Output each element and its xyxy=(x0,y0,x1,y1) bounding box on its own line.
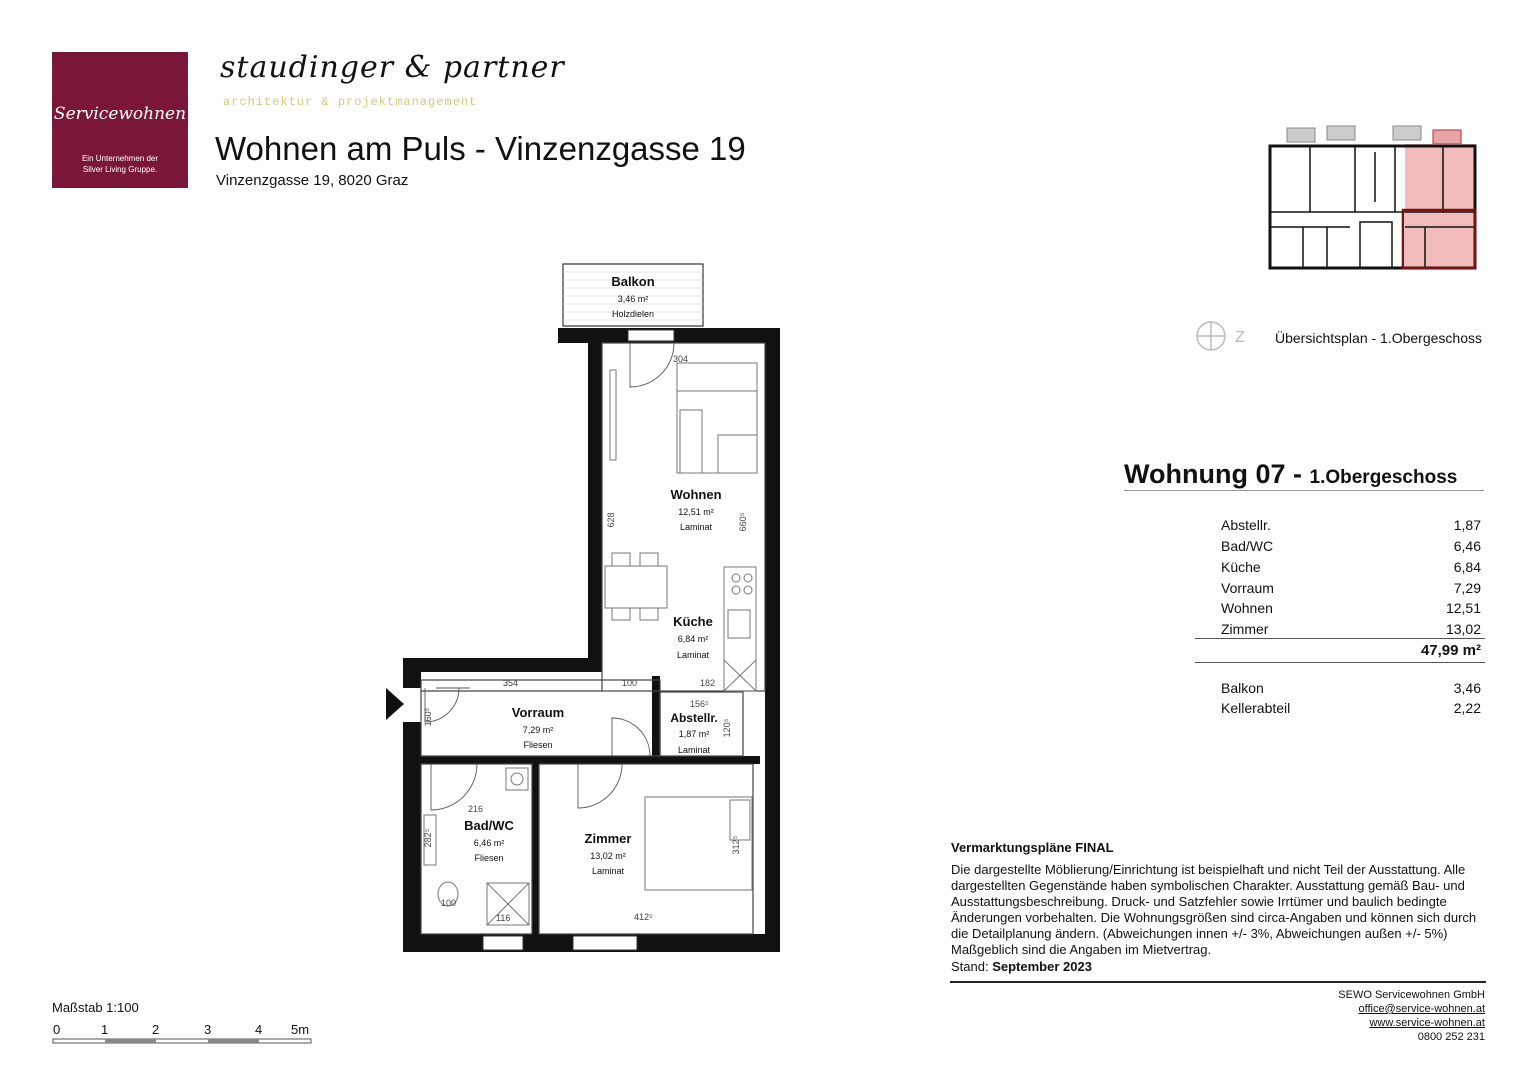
scale-label: Maßstab 1:100 xyxy=(52,1000,139,1015)
architect-subtitle: architektur & projektmanagement xyxy=(223,95,478,109)
company-logo xyxy=(52,52,188,188)
extra-area-row xyxy=(1221,680,1481,700)
area-row xyxy=(1221,538,1481,558)
room-zimmer-area: 13,02 m² xyxy=(590,851,626,861)
area-name: Wohnen xyxy=(1221,600,1273,616)
notes-body xyxy=(951,862,1491,975)
unit-floor: 1.Obergeschoss xyxy=(1309,467,1458,488)
area-total-line xyxy=(1195,662,1485,663)
room-kueche-floor: Laminat xyxy=(676,650,710,660)
project-address: Vinzenzgasse 19, 8020 Graz xyxy=(216,172,409,189)
dimension-label: 312⁵ xyxy=(731,835,741,855)
dimension-label: 100 xyxy=(622,678,638,688)
area-row xyxy=(1221,600,1481,620)
dimension-label: 660⁵ xyxy=(738,512,748,532)
area-value: 2,22 xyxy=(1453,700,1481,716)
dimension-label: 116 xyxy=(496,913,511,923)
room-vorraum-floor: Fliesen xyxy=(523,740,553,750)
area-row xyxy=(1221,580,1481,600)
room-vorraum-area: 7,29 m² xyxy=(522,725,554,735)
notes-title: Vermarktungspläne FINAL xyxy=(951,840,1114,855)
logo-script-text: Servicewohnen xyxy=(53,104,187,124)
room-balkon-area: 3,46 m² xyxy=(617,294,649,304)
room-wohnen-floor: Laminat xyxy=(679,522,713,532)
area-value: 7,29 xyxy=(1453,580,1481,596)
room-zimmer-name: Zimmer xyxy=(584,831,632,846)
room-abstellr-floor: Laminat xyxy=(677,745,711,755)
overview-plan xyxy=(1265,122,1480,272)
scale-tick-label: 2 xyxy=(152,1022,160,1037)
contact-web-link[interactable]: www.service-wohnen.at xyxy=(1369,1017,1485,1029)
room-balkon-floor: Holzdielen xyxy=(611,309,655,319)
unit-number: Wohnung 07 - xyxy=(1124,459,1302,489)
room-badwc-area: 6,46 m² xyxy=(473,838,505,848)
dimension-label: 282⁵ xyxy=(423,828,433,848)
area-name: Balkon xyxy=(1221,680,1264,696)
notes-divider xyxy=(950,981,1486,983)
dimension-label: 412⁵ xyxy=(634,912,653,922)
area-name: Vorraum xyxy=(1221,580,1274,596)
logo-subline-1: Ein Unternehmen der xyxy=(81,154,159,163)
architect-name: staudinger & partner xyxy=(220,50,565,85)
scale-tick-label: 5m xyxy=(291,1022,310,1037)
area-name: Abstellr. xyxy=(1221,517,1271,533)
room-zimmer-floor: Laminat xyxy=(591,866,625,876)
room-wohnen-area: 12,51 m² xyxy=(678,507,714,517)
notes-text: Die dargestellte Möblierung/Einrichtung ist beispielhaft und nicht Teil der Ausstattung. Alle dargestellten Gegenstände haben symbolischen Charakter. Ausstattung gemäß Bau- und Ausstattungsbeschreibung. Druck- und Satzfehler sowie Irrtümer und baulich bedingte Änderungen vorbehalten. Die Wohnungsgrößen sind circa-Angaben und können sich durch die Detailplanung ändern. (Abweichungen innen +/- 3%, Abweichungen außen +/- 5%) Maßgeblich sind die Angaben im Mietvertrag. xyxy=(951,862,1477,958)
overview-label: Übersichtsplan - 1.Obergeschoss xyxy=(1275,330,1482,346)
dimension-label: 156⁵ xyxy=(690,699,709,709)
scale-tick-label: 3 xyxy=(204,1022,212,1037)
area-sum-line xyxy=(1195,638,1485,639)
entrance-arrow xyxy=(386,688,404,720)
room-abstellr-name: Abstellr. xyxy=(670,711,718,725)
contact-block xyxy=(1200,988,1485,1044)
room-badwc-name: Bad/WC xyxy=(464,818,514,833)
dimension-label: 628 xyxy=(606,512,616,528)
floor-plan xyxy=(370,255,800,965)
area-name: Küche xyxy=(1221,559,1261,575)
area-row xyxy=(1221,517,1481,537)
project-title: Wohnen am Puls - Vinzenzgasse 19 xyxy=(215,130,746,167)
dimension-label: 304 xyxy=(673,354,689,364)
notes-stand-value: September 2023 xyxy=(992,958,1092,974)
extra-area-row xyxy=(1221,700,1481,720)
room-vorraum-name: Vorraum xyxy=(511,705,565,720)
dimension-label: 100 xyxy=(441,898,457,908)
dimension-label: 120⁵ xyxy=(722,718,732,738)
room-balkon-name: Balkon xyxy=(611,274,655,289)
scale-tick-label: 1 xyxy=(101,1022,109,1037)
notes-stand-label: Stand: xyxy=(951,958,989,974)
room-kueche-area: 6,84 m² xyxy=(677,634,709,644)
scale-bar xyxy=(50,1018,320,1048)
dimension-label: 354 xyxy=(503,678,519,688)
area-value: 1,87 xyxy=(1453,517,1481,533)
area-name: Kellerabteil xyxy=(1221,700,1291,716)
room-badwc-floor: Fliesen xyxy=(474,853,504,863)
contact-phone: 0800 252 231 xyxy=(1417,1031,1485,1043)
total-area: 47,99 m² xyxy=(1420,642,1481,659)
north-compass xyxy=(1195,320,1255,356)
room-wohnen-name: Wohnen xyxy=(670,487,722,502)
unit-title xyxy=(1124,459,1457,490)
unit-title-underline xyxy=(1124,490,1484,491)
area-name: Zimmer xyxy=(1221,621,1269,637)
area-name: Bad/WC xyxy=(1221,538,1274,554)
area-value: 6,46 xyxy=(1453,538,1481,554)
scale-tick-label: 0 xyxy=(53,1022,61,1037)
area-value: 12,51 xyxy=(1445,600,1481,616)
logo-subline-2: Silver Living Gruppe. xyxy=(82,165,158,174)
room-abstellr-area: 1,87 m² xyxy=(678,729,710,739)
overview-highlight xyxy=(1405,144,1475,268)
area-value: 3,46 xyxy=(1453,680,1481,696)
compass-letter: Z xyxy=(1235,329,1245,346)
area-row xyxy=(1221,559,1481,579)
contact-email-link[interactable]: office@service-wohnen.at xyxy=(1358,1003,1485,1015)
contact-company: SEWO Servicewohnen GmbH xyxy=(1338,989,1485,1001)
dimension-label: 216 xyxy=(468,804,484,814)
room-kueche-name: Küche xyxy=(673,614,713,629)
dimension-label: 160⁵ xyxy=(423,707,433,727)
area-value: 13,02 xyxy=(1445,621,1481,637)
dimension-label: 182 xyxy=(700,678,716,688)
scale-tick-label: 4 xyxy=(255,1022,263,1037)
area-value: 6,84 xyxy=(1453,559,1481,575)
